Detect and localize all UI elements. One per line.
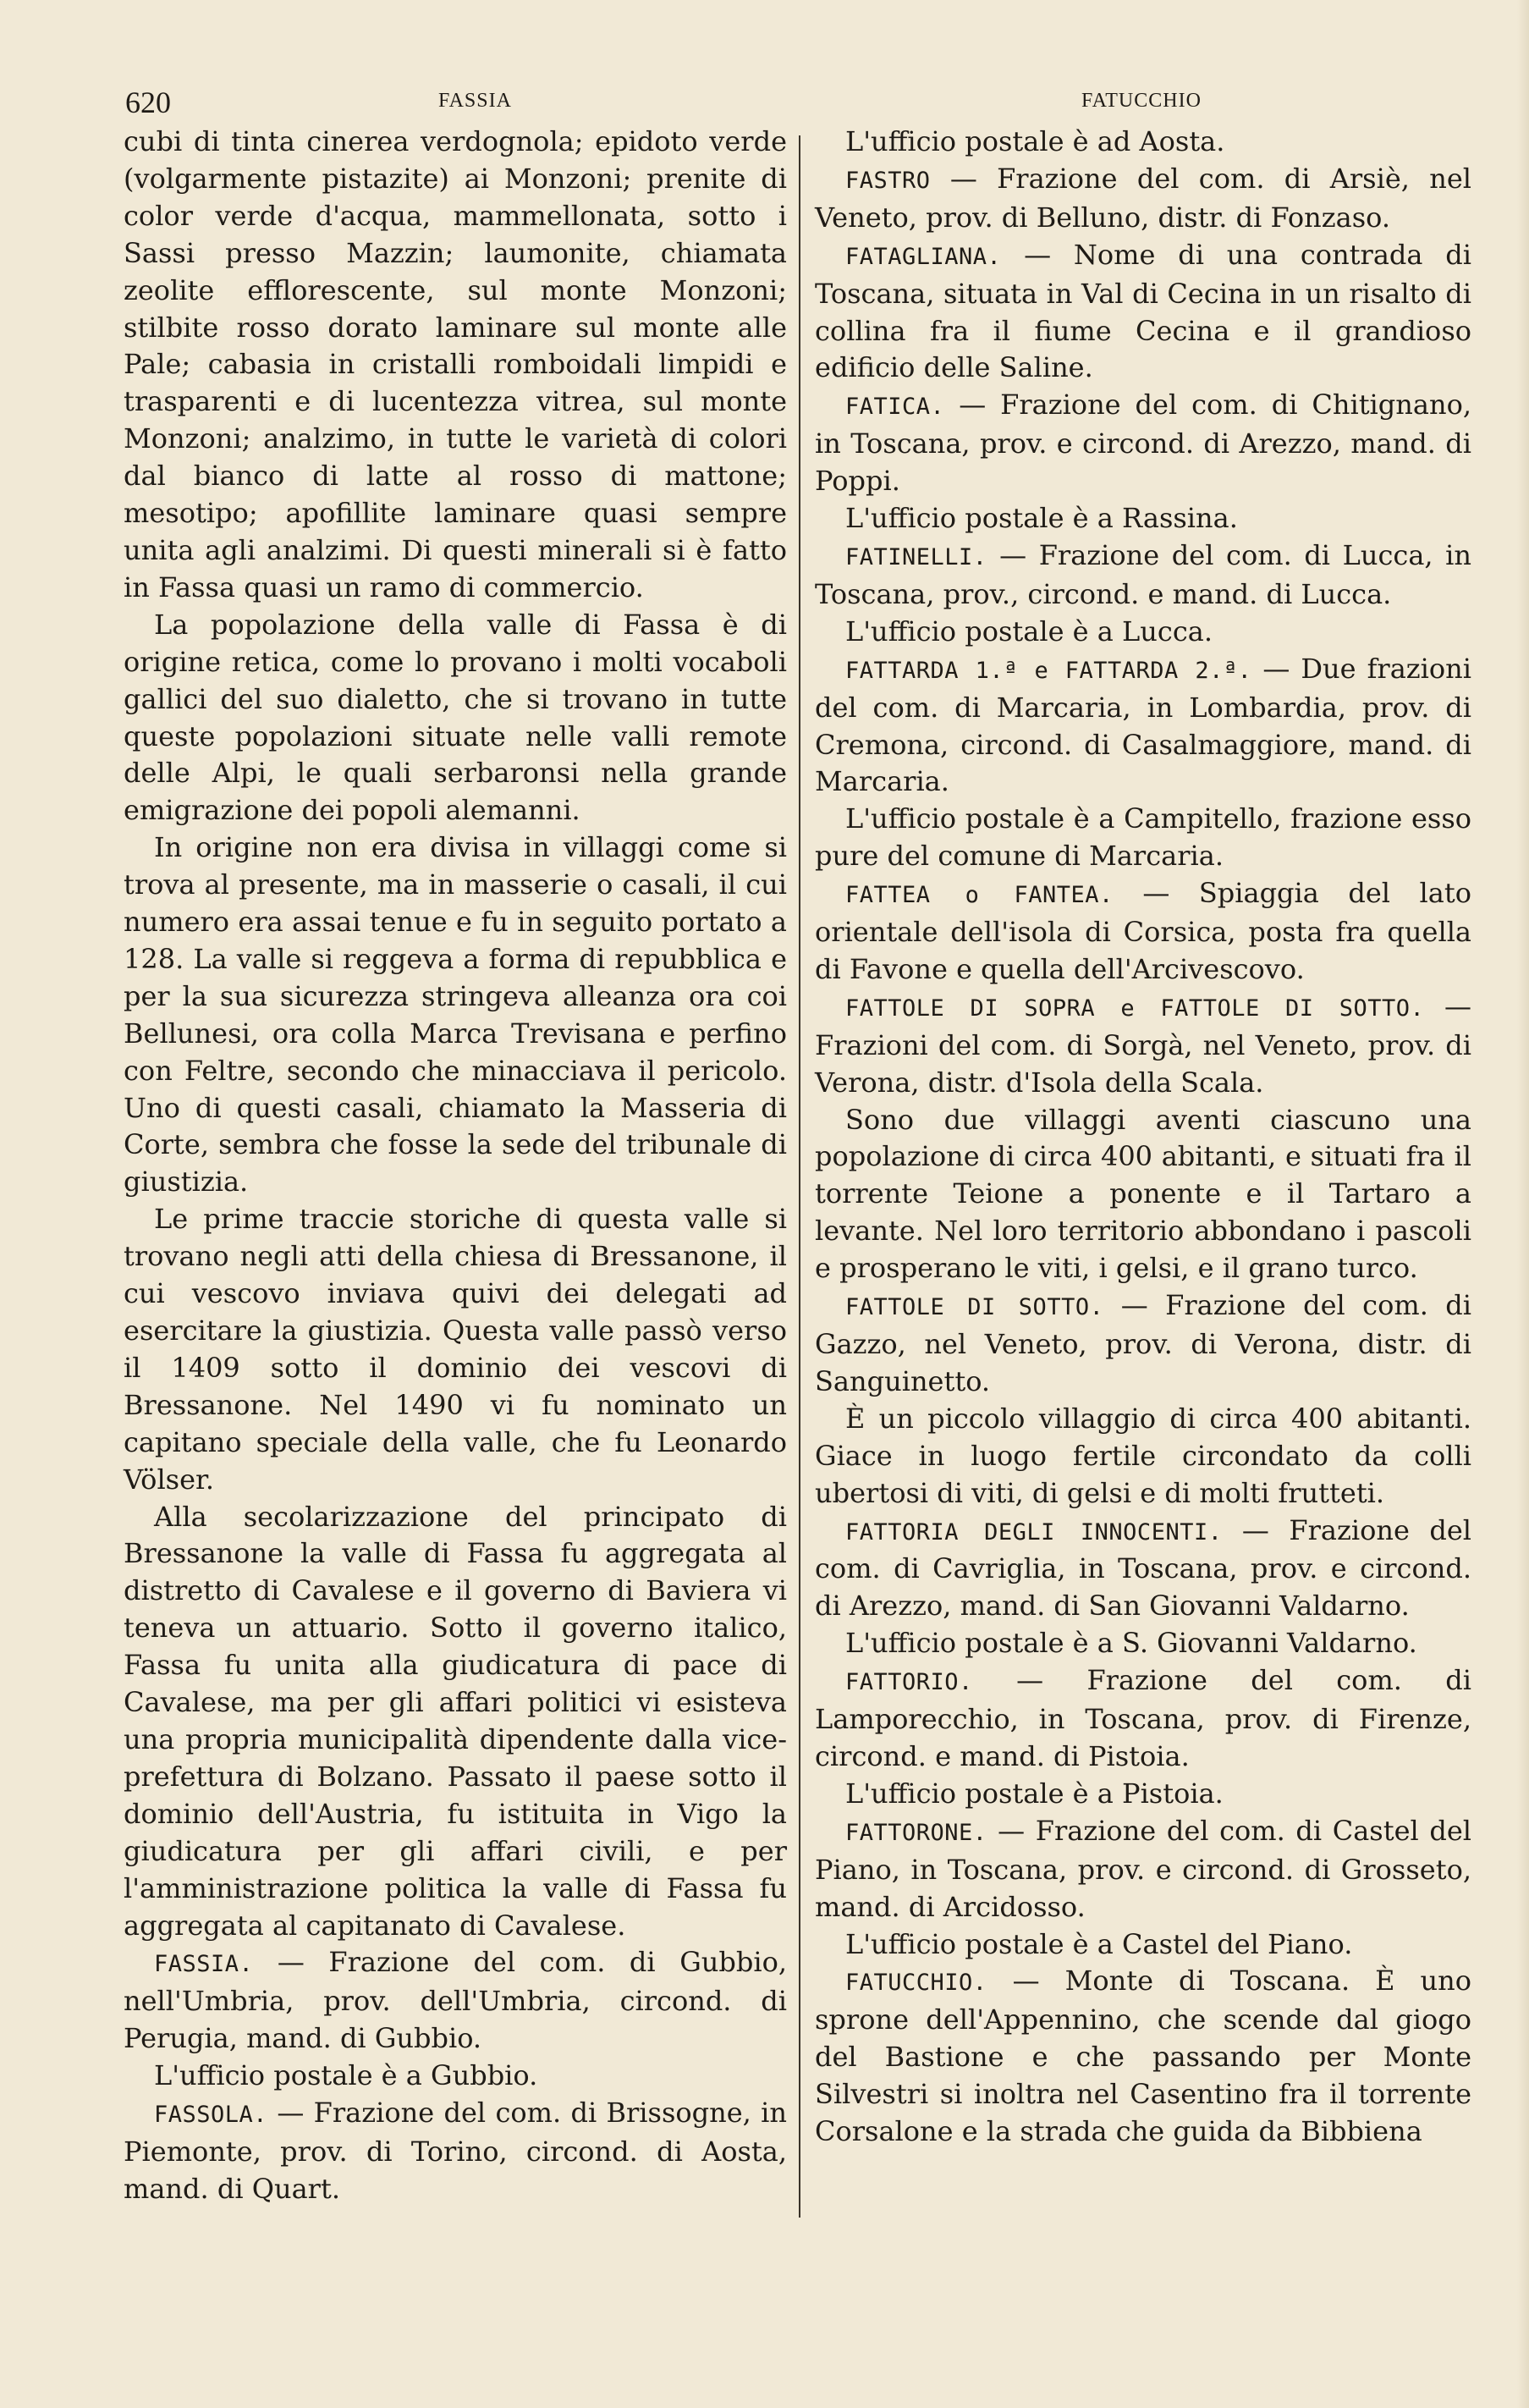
paragraph xyxy=(815,1102,1471,1288)
dictionary-entry xyxy=(815,1963,1471,2151)
entry-text: — Spiaggia del lato orientale dell'isola di Corsica, posta fra quella di Favone e quella dell'Arcivescovo. xyxy=(815,877,1471,985)
entry-text: — Frazione del com. di Arsiè, nel Veneto, prov. di Belluno, distr. di Fonzaso. xyxy=(815,162,1471,234)
entry-headword: FATINELLI. xyxy=(845,543,987,570)
entry-text: La popolazione della valle di Fassa è di origine retica, come lo provano i molti vocaboli gallici del suo dialetto, che si trovano in tutte queste popolazioni situate nelle valli remote delle Alpi, le quali serbaronsi nella grande emigrazione dei popoli alemanni. xyxy=(124,608,787,827)
paragraph xyxy=(124,829,787,1201)
column-divider xyxy=(799,135,800,2218)
entry-text: L'ufficio postale è a Lucca. xyxy=(845,614,1213,647)
dictionary-entry xyxy=(815,1813,1471,1926)
entry-headword: FATTARDA 1.ª e FATTARDA 2.ª. xyxy=(845,657,1252,684)
entry-text: cubi di tinta cinerea verdognola; epidoto verde (volgarmente pistazite) ai Monzoni; prenite di color verde d'acqua, mammellonata, sotto i Sassi presso Mazzin; laumonite, chiamata zeolite efflorescente, sul monte Monzoni; stilbite rosso dorato laminare sul monte alle Pale; cabasia in cristalli romboidali limpidi e trasparenti e di lucentezza vitrea, sul monte Monzoni; analzimo, in tutte le varietà di colori dal bianco di latte al rosso di mattone; mesotipo; apofillite laminare quasi sempre unita agli analzimi. Di questi minerali si è fatto in Fassa quasi un ramo di commercio. xyxy=(124,125,787,603)
entry-headword: FATTEA o FANTEA. xyxy=(845,882,1114,909)
entry-text: — Frazione del com. di Cavriglia, in Toscana, prov. e circond. di Arezzo, mand. di San Giovanni Valdarno. xyxy=(815,1513,1471,1623)
paragraph xyxy=(124,1201,787,1498)
entry-headword: FATAGLIANA. xyxy=(845,243,1002,270)
paragraph xyxy=(815,1776,1471,1813)
entry-text: — Due frazioni del com. di Marcaria, in Lombardia, prov. di Cremona, circond. di Casalmaggiore, mand. di Marcaria. xyxy=(815,652,1472,798)
right-column xyxy=(815,124,1471,2151)
dictionary-entry xyxy=(815,875,1471,989)
entry-text: — Frazione del com. di Lamporecchio, in Toscana, prov. di Firenze, circond. e mand. di Pistoia. xyxy=(815,1664,1471,1772)
dictionary-entry xyxy=(815,237,1471,388)
entry-text: — Frazione del com. di Gazzo, nel Veneto, prov. di Verona, distr. di Sanguinetto. xyxy=(815,1289,1472,1397)
dictionary-entry xyxy=(815,537,1471,614)
paragraph xyxy=(124,607,787,829)
right-running-head: FATUCCHIO xyxy=(1081,90,1202,112)
entry-text: Alla secolarizzazione del principato di Bressanone la valle di Fassa fu aggregata al distretto di Cavalese e il governo di Baviera vi teneva un attuario. Sotto il governo italico, Fassa fu unita alla giudicatura di pace di Cavalese, ma per gli affari politici vi esisteva una propria municipalità dipendente dalla vice-prefettura di Bolzano. Passato il paese sotto il dominio dell'Austria, fu istituita in Vigo la giudicatura per gli affari civili, e per l'amministrazione politica la valle di Fassa fu aggregata al capitanato di Cavalese. xyxy=(124,1500,787,1942)
entry-text: — Frazione del com. di Lucca, in Toscana, prov., circond. e mand. di Lucca. xyxy=(815,538,1471,610)
paragraph xyxy=(815,124,1471,161)
paragraph xyxy=(815,1401,1471,1513)
paragraph xyxy=(124,1499,787,1945)
dictionary-entry xyxy=(815,989,1471,1102)
dictionary-entry xyxy=(815,1662,1471,1776)
dictionary-entry xyxy=(815,387,1471,500)
entry-headword: FATUCCHIO. xyxy=(845,1970,987,1997)
entry-headword: FASSIA. xyxy=(154,1951,254,1978)
entry-headword: FATTOLE DI SOTTO. xyxy=(845,1294,1104,1321)
entry-text: È un piccolo villaggio di circa 400 abitanti. Giace in luogo fertile circondato da colli ubertosi di viti, di gelsi e di molti frutteti. xyxy=(815,1402,1471,1509)
paragraph xyxy=(124,124,787,607)
entry-text: L'ufficio postale è ad Aosta. xyxy=(845,125,1225,157)
entry-text: L'ufficio postale è a Rassina. xyxy=(845,502,1238,535)
entry-headword: FASSOLA. xyxy=(154,2102,268,2129)
paragraph xyxy=(815,614,1471,651)
entry-text: — Nome di una contrada di Toscana, situata in Val di Cecina in un risalto di collina fra il fiume Cecina e il grandioso edificio delle Saline. xyxy=(815,238,1471,384)
left-column xyxy=(124,124,787,2208)
dictionary-entry xyxy=(815,161,1471,237)
entry-text: — Frazione del com. di Gubbio, nell'Umbria, prov. dell'Umbria, circond. di Perugia, mand. di Gubbio. xyxy=(124,1946,787,2055)
page-number: 620 xyxy=(125,85,171,119)
dictionary-entry xyxy=(124,2095,787,2208)
page-edge xyxy=(1517,0,1529,2408)
entry-text: — Frazione del com. di Chitignano, in Toscana, prov. e circond. di Arezzo, mand. di Poppi. xyxy=(815,388,1471,498)
page-header xyxy=(125,85,1479,124)
entry-headword: FATTORONE. xyxy=(845,1819,987,1846)
dictionary-entry xyxy=(815,1287,1471,1401)
entry-headword: FATTORIO. xyxy=(845,1669,973,1696)
entry-text: — Monte di Toscana. È uno sprone dell'Appennino, che scende dal giogo del Bastione e che passando per Monte Silvestri si inoltra nel Casentino fra il torrente Corsalone e la strada che guida da Bibbiena xyxy=(815,1964,1471,2148)
entry-text: In origine non era divisa in villaggi come si trova al presente, ma in masserie o casali, il cui numero era assai tenue e fu in seguito portato a 128. La valle si reggeva a forma di repubblica e per la sua sicurezza stringeva alleanza ora coi Bellunesi, ora colla Marca Trevisana e perfino con Feltre, secondo che minacciava il pericolo. Uno di questi casali, chiamato la Masseria di Corte, sembra che fosse la sede del tribunale di giustizia. xyxy=(124,831,787,1198)
entry-headword: FATICA. xyxy=(845,394,945,421)
entry-text: L'ufficio postale è a Campitello, frazione esso pure del comune di Marcaria. xyxy=(815,802,1471,873)
entry-text: — Frazioni del com. di Sorgà, nel Veneto, prov. di Verona, distr. d'Isola della Scala. xyxy=(815,989,1472,1099)
entry-text: L'ufficio postale è a Pistoia. xyxy=(845,1777,1224,1810)
paragraph xyxy=(124,2058,787,2095)
entry-text: L'ufficio postale è a S. Giovanni Valdarno. xyxy=(845,1627,1417,1660)
entry-text: — Frazione del com. di Brissogne, in Piemonte, prov. di Torino, circond. di Aosta, mand. di Quart. xyxy=(124,2097,787,2205)
entry-headword: FASTRO xyxy=(845,167,931,194)
dictionary-entry xyxy=(815,1513,1471,1626)
entry-text: L'ufficio postale è a Gubbio. xyxy=(154,2059,538,2092)
paragraph xyxy=(815,1625,1471,1662)
entry-headword: FATTOLE DI SOPRA e FATTOLE DI SOTTO. xyxy=(845,995,1425,1022)
entry-text: L'ufficio postale è a Castel del Piano. xyxy=(845,1927,1353,1960)
entry-text: — Frazione del com. di Castel del Piano, in Toscana, prov. e circond. di Grosseto, mand. di Arcidosso. xyxy=(815,1814,1471,1923)
paragraph xyxy=(815,801,1471,875)
left-running-head: FASSIA xyxy=(438,90,512,112)
dictionary-entry xyxy=(124,1944,787,2058)
paragraph xyxy=(815,1926,1471,1964)
entry-text: Le prime traccie storiche di questa valle si trovano negli atti della chiesa di Bressanone, il cui vescovo inviava quivi dei delegati ad esercitare la giustizia. Questa valle passò verso il 1409 sotto il dominio dei vescovi di Bressanone. Nel 1490 vi fu nominato un capitano speciale della valle, che fu Leonardo Völser. xyxy=(124,1203,787,1496)
dictionary-entry xyxy=(815,651,1471,802)
entry-text: Sono due villaggi aventi ciascuno una popolazione di circa 400 abitanti, e situati fra il torrente Teione a ponente e il Tartaro a levante. Nel loro territorio abbondano i pascoli e prosperano le viti, i gelsi, e il grano turco. xyxy=(815,1103,1471,1285)
paragraph xyxy=(815,500,1471,537)
entry-headword: FATTORIA DEGLI INNOCENTI. xyxy=(845,1518,1223,1546)
